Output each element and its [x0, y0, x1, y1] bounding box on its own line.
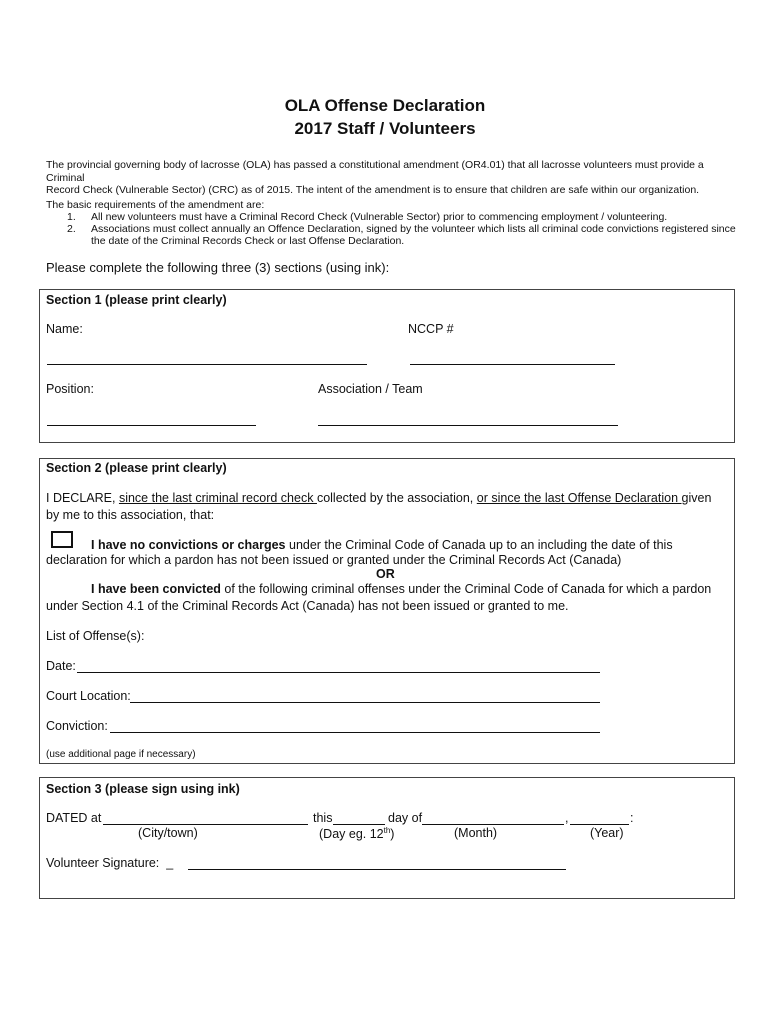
dated-at-label: DATED at — [46, 811, 102, 825]
offense-list-label: List of Offense(s): — [46, 629, 145, 643]
declaration-line-2: by me to this association, that: — [46, 508, 215, 522]
colon-separator: : — [630, 811, 634, 825]
signature-label: Volunteer Signature: _ — [46, 856, 174, 870]
association-label: Association / Team — [318, 382, 423, 396]
name-label: Name: — [46, 322, 83, 336]
city-caption: (City/town) — [138, 826, 198, 840]
declare-underlined-1: since the last criminal record check — [118, 491, 317, 505]
intro-line-1: The provincial governing body of lacrosse (OLA) has passed a constitutional amendment (OR4.01) that all lacrosse volunteers must provide a Criminal — [46, 159, 704, 184]
declare-middle: collected by the association, — [316, 491, 477, 505]
month-field[interactable] — [422, 824, 564, 825]
position-field[interactable] — [47, 425, 256, 426]
no-convictions-checkbox[interactable] — [51, 531, 73, 548]
declaration-line-1 — [46, 491, 711, 505]
declare-prefix: I DECLARE, — [46, 491, 119, 505]
requirement-num-1: 1. — [67, 211, 76, 223]
requirement-text-2b: the date of the Criminal Records Check or last Offense Declaration. — [91, 235, 405, 247]
day-caption-close: ) — [390, 827, 395, 842]
option-2-rest: of the following criminal offenses under the Criminal Code of Canada for which a pardon — [220, 582, 712, 596]
declare-suffix: given — [681, 491, 712, 505]
requirement-text-2: Associations must collect annually an Offence Declaration, signed by the volunteer which lists all criminal code convictions registered since — [91, 223, 736, 235]
day-field[interactable] — [333, 824, 385, 825]
signature-field[interactable] — [188, 869, 566, 870]
section-3-title: Section 3 (please sign using ink) — [46, 782, 240, 796]
association-field[interactable] — [318, 425, 618, 426]
day-caption-sup: th — [383, 826, 391, 835]
requirement-text-1: All new volunteers must have a Criminal Record Check (Vulnerable Sector) prior to commencing employment / volunteering. — [91, 211, 668, 223]
nccp-field[interactable] — [410, 364, 615, 365]
section-1-title: Section 1 (please print clearly) — [46, 293, 227, 307]
court-location-label: Court Location: — [46, 689, 131, 703]
intro-line-2: Record Check (Vulnerable Sector) (CRC) as of 2015. The intent of the amendment is to ensure that children are safe within our organization. — [46, 184, 700, 196]
declare-underlined-2: or since the last Offense Declaration — [476, 491, 682, 505]
day-caption-text: (Day eg. 12 — [319, 827, 384, 842]
option-1-bold: I have no convictions or charges — [91, 538, 286, 552]
section-2-title: Section 2 (please print clearly) — [46, 461, 227, 475]
year-field[interactable] — [570, 824, 629, 825]
additional-page-note: (use additional page if necessary) — [46, 749, 196, 760]
requirements-heading: The basic requirements of the amendment are: — [46, 199, 265, 211]
or-label: OR — [376, 567, 395, 581]
conviction-field[interactable] — [110, 732, 600, 733]
name-field[interactable] — [47, 364, 367, 365]
instruction: Please complete the following three (3) sections (using ink): — [46, 260, 390, 275]
option-1-line-2: declaration for which a pardon has not been issued or granted under the Criminal Records Act (Canada) — [46, 553, 622, 567]
this-label: this — [313, 811, 333, 825]
option-1-rest: under the Criminal Code of Canada up to an including the date of this — [285, 538, 673, 552]
city-field[interactable] — [103, 824, 308, 825]
intro-paragraph — [46, 159, 736, 197]
option-2-line-2: under Section 4.1 of the Criminal Records Act (Canada) has not been issued or granted to me. — [46, 599, 569, 613]
page-subtitle: 2017 Staff / Volunteers — [294, 119, 476, 138]
page-title: OLA Offense Declaration — [284, 96, 486, 115]
day-of-label: day of — [388, 811, 423, 825]
comma-separator: , — [565, 811, 569, 825]
option-convicted — [91, 582, 711, 596]
month-caption: (Month) — [454, 826, 498, 840]
section-1-box — [39, 289, 735, 443]
court-location-field[interactable] — [130, 702, 600, 703]
offense-date-field[interactable] — [77, 672, 600, 673]
nccp-label: NCCP # — [408, 322, 454, 336]
option-no-convictions — [91, 538, 673, 552]
year-caption: (Year) — [590, 826, 624, 840]
requirement-num-2: 2. — [67, 223, 76, 235]
day-caption — [319, 826, 394, 841]
position-label: Position: — [46, 382, 94, 396]
conviction-label: Conviction: — [46, 719, 108, 733]
date-label: Date: — [46, 659, 76, 673]
option-2-bold: I have been convicted — [91, 582, 221, 596]
